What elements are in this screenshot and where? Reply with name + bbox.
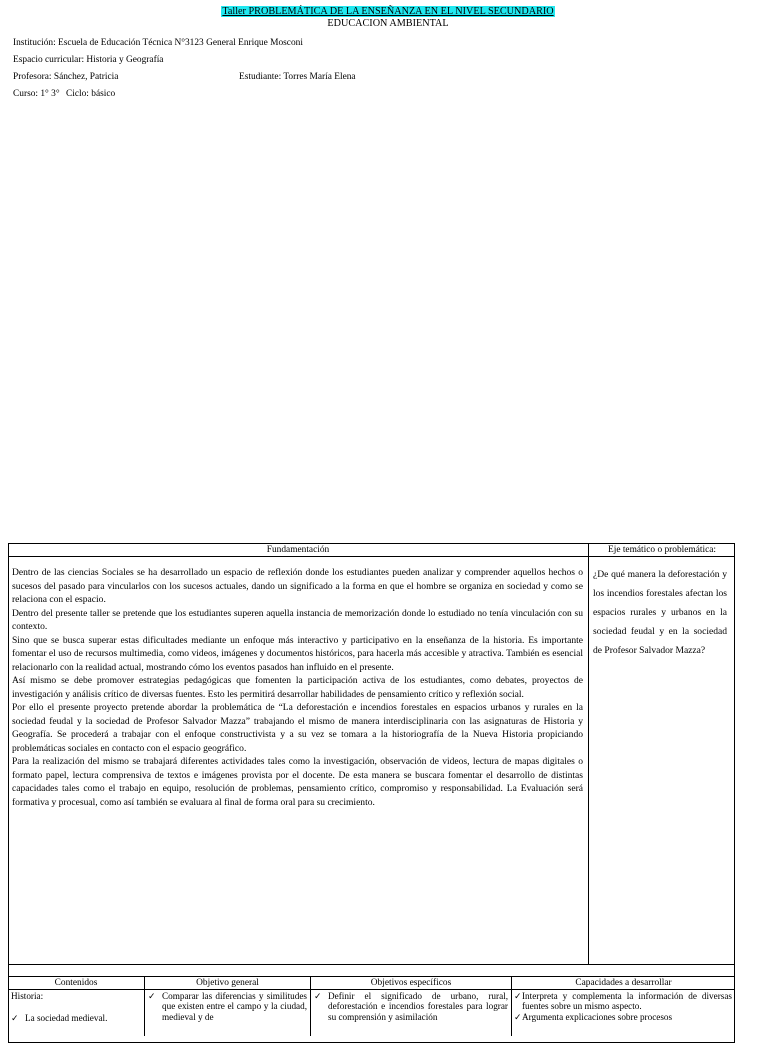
institution-line: Institución: Escuela de Educación Técnica N°3123 General Enrique Mosconi <box>13 38 303 48</box>
capacidades-text: Interpreta y complementa la información de diversas fuentes sobre un mismo aspecto. <box>522 991 732 1012</box>
objetivos-especificos-item <box>312 991 508 1022</box>
objetivo-general-header: Objetivo general <box>196 978 259 988</box>
fundamentacion-paragraph: Por ello el presente proyecto pretende abordar la problemática de “La deforestación e incendios forestales en espacios urbanos y rurales en la sociedad feudal y la sociedad de Profesor Salvador Mazza” trabajando el mismo de manera interdisciplinaria con las asignaturas de Historia y Geografía. Se procederá a trabajar con el enfoque constructivista y a su vez se tomara a la historiografía de la Nueva Historia propiciando problemáticas sociales en contacto con el espacio geográfico. <box>12 702 583 754</box>
fundamentacion-paragraph: Así mismo se debe promover estrategias pedagógicas que fomenten la participación activa de los estudiantes, como debates, proyectos de investigación y análisis crítico de diversas fuentes. Esto les permitirá desarrollar habilidades de pensamiento crítico y reflexión social. <box>12 675 583 700</box>
table-header-divider <box>8 556 735 557</box>
objetivos-especificos-cell <box>312 991 508 1024</box>
contenidos-label: Historia: <box>11 991 44 1001</box>
objetivos-especificos-header: Objetivos específicos <box>370 978 452 988</box>
contenidos-header: Contenidos <box>54 978 98 988</box>
table-column-divider <box>588 543 589 964</box>
student-line: Estudiante: Torres María Elena <box>239 72 356 82</box>
table-row-divider <box>8 964 735 965</box>
capacidades-cell <box>514 991 732 1024</box>
document-title <box>0 6 768 18</box>
check-icon: ✓ <box>11 1013 19 1024</box>
contenidos-item-text: La sociedad medieval. <box>25 1013 108 1024</box>
objetivo-general-item <box>146 991 307 1022</box>
bottom-header-divider <box>8 989 735 990</box>
cycle-line: Ciclo: básico <box>66 89 116 99</box>
eje-tematico-text: ¿De qué manera la deforestación y los incendios forestales afectan los espacios rurales y urbanos en la sociedad feudal y en la sociedad de Profesor Salvador Mazza? <box>593 569 727 656</box>
curricular-space-line: Espacio curricular: Historia y Geografía <box>13 55 164 65</box>
contenidos-cell <box>11 991 141 1024</box>
check-icon: ✓ <box>148 991 156 1001</box>
objetivos-especificos-text: Definir el significado de urbano, rural, deforestación e incendios forestales para lograr su comprensión y asimilación <box>328 991 508 1022</box>
fundamentacion-paragraph: Para la realización del mismo se trabajará diferentes actividades tales como la investigación, observación de videos, lectura de mapas digitales o formato papel, lectura comprensiva de textos e imágenes provista por el docente. De esta manera se buscara fomentar el desarrollo de distintas capacidades tales como el trabajo en equipo, resolución de problemas, pensamiento crítico, compromiso y responsabilidad. La Evaluación será formativa y procesual, como así también se evaluara al final de forma oral para su crecimiento. <box>12 756 583 808</box>
check-icon: ✓ <box>314 991 322 1001</box>
fundamentacion-text <box>12 566 583 809</box>
check-icon: ✓ <box>514 1011 522 1022</box>
capacidades-header: Capacidades a desarrollar <box>575 978 672 988</box>
document-title-text: Taller PROBLEMÁTICA DE LA ENSEÑANZA EN EL NIVEL SECUNDARIO <box>222 6 554 17</box>
capacidades-item <box>514 991 732 1012</box>
fundamentacion-paragraph: Dentro del presente taller se pretende que los estudiantes superen aquella instancia de memorización donde lo estudiado no tenía vinculación con su contexto. <box>12 607 583 632</box>
objetivo-general-cell <box>146 991 307 1024</box>
teacher-line: Profesora: Sánchez, Patricia <box>13 72 119 82</box>
contenidos-item <box>11 1013 141 1023</box>
eje-header: Eje temático o problemática: <box>607 545 717 555</box>
document-subtitle: EDUCACION AMBIENTAL <box>327 18 449 29</box>
objetivo-general-text: Comparar las diferencias y similitudes que existen entre el campo y la ciudad, medieval y de <box>162 991 307 1022</box>
capacidades-text: Argumenta explicaciones sobre procesos <box>522 1011 673 1022</box>
fundamentacion-paragraph: Sino que se busca superar estas dificultades mediante un enfoque más interactivo y participativo en la enseñanza de la historia. Es importante fomentar el uso de recursos multimedia, como videos, imágenes y documentos históricos, para hacerla más accesible y atractiva. También es esencial relacionarlo con la realidad actual, mostrando cómo los eventos pasados han influido en el presente. <box>12 634 583 673</box>
fundamentacion-paragraph: Dentro de las ciencias Sociales se ha desarrollado un espacio de reflexión donde los estudiantes pueden analizar y comprender aquellos hechos o sucesos del pasado para vincularlos con los sucesos actuales, dando un significado a la forma en que el hombre se organiza en sociedad y como se relaciona con el espacio. <box>12 567 583 605</box>
course-line: Curso: 1° 3° <box>13 89 60 99</box>
capacidades-item <box>514 1012 732 1022</box>
fundamentacion-header: Fundamentación <box>266 545 330 555</box>
check-icon: ✓ <box>514 991 522 1001</box>
